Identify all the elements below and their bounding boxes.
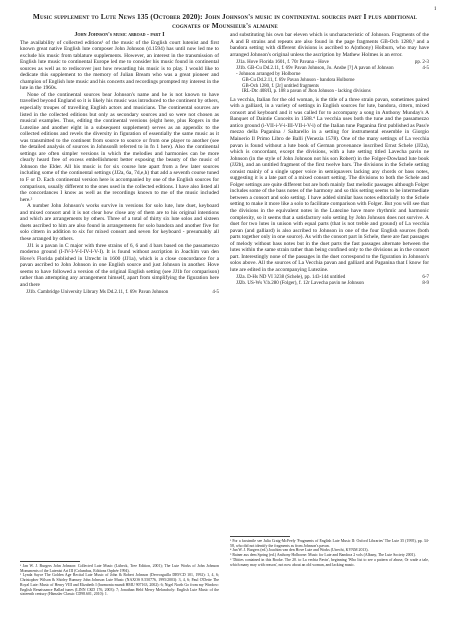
page-title: Music supplement to Lute News 135 (October 2020): John Johnson's music in continental sources part I plus additional cognates of Mounsieur's almaine	[32, 12, 418, 30]
list-item-title: JJ2a. D-Hs ND VI 3238 (Schele), pp. 143-144 untitled	[236, 275, 346, 281]
list-item	[230, 281, 429, 287]
section-heading: John Johnson's music abroad - part I	[74, 32, 165, 38]
list-item-title: JJ1b. Cambridge University Library Ms Dd.2.11, f. 69v Pavan Johnson	[26, 290, 169, 296]
paragraph: The availability of collected editions¹ of the music of the English court lutenist and first known great native English lute composer John Johnson (d.1594) has until now led me to exclude his music from tablature supplements. However, an interest in the transmission of English lute music to continental Europe led me to consider his music found in continental sources as well as to rediscover just how rewarding his music is to play. I would like to dedicate this supplement to the memory of Julian Bream who was a great pioneer and champion of English lute music and his concerts and recordings prompted my interest in the lute in the 1960s.	[20, 39, 219, 92]
left-column	[20, 32, 219, 298]
footnote: ³ For a facsimile see Julia Craig-McFeely 'Fragments of English Lute Music II: Oxford Libraries' The Lute 35 (1995), pp. 34-58, who did not identify the fragments as from Johnson's pavan.	[230, 539, 429, 548]
right-column	[230, 32, 429, 289]
list-item-title: - Johnson arranged by Holborne	[236, 72, 301, 77]
list-subitem: IRL-Dtc 408/II, p. 108 a pavan of Jhon Johnson - lacking divisions	[242, 89, 371, 95]
right-footnotes	[230, 533, 429, 567]
paragraph: JJ1 is a pavan in C major with three strains of 6, 6 and 4 bars based on the passamezzo moderno ground (I-IV-I-V-I-IV-I-V-I). It is found without ascription in Joachim van den Hove's Florida published in Utrecht in 1600 (JJ1a), which is a close concordance for a pavan ascribed to John Johnson in one English source and just Johnson in another. Hove seems to have followed a version of the original English setting (see JJ1b for comparison) rather than attempting any arrangement himself, apart from simplifying the figuration here and there	[20, 242, 219, 288]
list-item-title: JJ2b. US-Ws V.b.280 (Folger), f. 12r Lavecha pavin ne Johnson	[236, 281, 364, 287]
list-subitem: GB-Cu Dd.2.11, f. 69v Pavan Johnson - bandora Holborne	[242, 77, 355, 83]
page-number: i	[434, 6, 436, 12]
paragraph: A number John Johnson's works survive in versions for solo lute, lute duet, keyboard and mixed consort and it is not clear how close any of them are to his original intentions and which are arrangements by others. Three of a total of thirty six lute solos and sixteen duets ascribed to him are also found in arrangements for solo bandora and another five for solo cittern in addition to six for mixed consort and seven for keyboard - presumably all these arranged by others.	[20, 203, 219, 242]
list-item-pages: 6-7	[422, 275, 429, 281]
footnote: ⁶ 'Ditties contained in this Booke. The 20. to La vechia Pavin', beginning 'Who list to see a pattern of abuse, Or wade a tale, which many may with reason', not now about an old woman, and lacking music.	[230, 557, 429, 567]
footnote: ⁴ Jan W. J. Burgers (ed.) Joachim van den Hove Lute and Works (Utrecht, KVNM 2013).	[230, 548, 369, 553]
list-item-pages: 4-5	[422, 66, 429, 72]
music-list	[230, 275, 429, 287]
list-item	[20, 290, 219, 296]
list-item-pages: pp. 2-3	[414, 60, 429, 66]
footnote-divider	[20, 561, 80, 562]
footnote: ¹ Jan W. J. Burgers John Johnson: Collected Lute Music (Lübeck, Tree Edition, 2001); The Lute Works of John Johnson Monuments of the Lutenist Art III (Columbus, Editions Orphée 1994).	[20, 564, 219, 573]
list-subitem: GB-Och 1280, f. [2r] untitled fragments	[242, 83, 319, 89]
list-item-title: JJ1a. Hove Florida 1601, f. 70r Pavana - Hove	[236, 60, 329, 66]
list-item-pages: 4-5	[212, 290, 219, 296]
footnote: ⁵ Rainer aus dem Spring (ed.) Anthony Holborne: Music for Lute and Bandora 2 vols (Albany, The Lute Society 2001).	[230, 553, 416, 558]
paragraph: None of the continental sources bear Johnson's name and he is not known to have travelled beyond England so it is likely his music was introduced to the continent by others, especially troupes of travelling English actors and musicians. The continental sources are listed in the collected editions but only as secondary sources and so were not chosen as musical examples. Thus, editing the continental versions (eight here, plus Rogers in the Lutezine and another eight in a subsequent supplement) serves as an appendix to the collected editions and revels the diversity in figuration of essentially the same music as it was transmitted to the continent from source to source or from one player to another (see the detailed analysis of sources in JohnsonB referred to in fn 1 here). Also the continental settings are often simpler versions in which the melodies and harmonies can be more clearly heard free of excess embellishment better exposing the beauty of the music of Johnson the Elder. All his music is for six course lute apart from a few later sources including some of the continental settings (JJ2a, 6a, 7d,e,h) that add a seventh course tuned to F or D. Each continental version here is accompanied by one of the English sources for comparison, usually different to the ones used in the collected editions. I have also listed all the concordances I know as well as the recordings known to me of the music included here.²	[20, 91, 219, 203]
music-list	[20, 290, 219, 296]
list-item-title: JJ1b. GB-Cu Dd.2.11, f. 69v Pavan Johnson, Jo. Ansbe [?] A pavan of Johnson	[236, 66, 394, 72]
paragraph: and substituting his own bar eleven which is uncharacteristic of Johnson. Fragments of the A and B strains and repeats are also found in the page fragments GB-Och 1280,³ and a bandora setting with different divisions is ascribed to A(nthony) Holburn, who may have arranged Johnson's original unless the ascription by Mathew Holmes is an error.	[230, 32, 429, 58]
paragraph: La vecchia, Italian for the old woman, is the title of a three strain pavan, sometimes paired with a galliard, in a variety of settings in English sources for lute, bandora, cittern, mixed consort and keyboard and it was called for to accompany a song in Anthony Munday's A Banquet of Daintie Conceits in 1588.⁴ La vecchia uses both the tune and the passamezzo antico ground (i-VII-i-V-i-III-VII-i-V-i) of the Italian tune Paganina first published as Pass'e mezzo della Paganina / Saltarello in a setting for instrumental ensemble in Giorgio Mainerio Il Primo Libro de Balli (Venezia 1578). One of the many settings of La vecchia pavan is found without a lute book of German provenance inscribed Ernst Schele (JJ2a), which is concordant, except the divisions, with a lute setting titled Lavecha pavin ne Johnson (in the style of John Johnson not his son Robert) in the Folger-Dowland lute book (JJ2b), and an untitled fragment of the first twelve bars. The divisions in the Schele setting consist mainly of a single upper voice in semiquavers lacking any chords or bass notes, suggesting it is a late part of a mixed consort setting. The divisions to both the Schele and Folger settings are quite different but are both mainly fast melodic passages although Folger includes some of the bass notes of the harmony and so this setting seems to be intermediate between a consort and solo setting. I have added similar bass notes editorially to the Schele setting to make it more like a solo to facilitate comparison with Folger. But you will see that the divisions in the equivalent notes in the Lutezine have more rhythmic and harmonic complexity, so it seems that a satisfactory solo setting by John Johnson does not survive. A duet for two lutes in unison with equal parts (that is not treble and ground) of La vecchia pavan (and galliard) is also ascribed to Johnson in one of the four English sources (both parts together only in one source). As with the consort part in Schele, there are fast passages of melody without bass notes but in the duet parts the fast passages alternate between the lutes within the same strain rather than being confined only to the divisions as in the consort part. Interestingly none of the passages in the duet correspond to the figuration in Johnson's solos above. All the sources of La Vecchia pavan and galliard and Paganina that I know for lute are edited in the accompanying Lutezine.	[230, 96, 429, 273]
music-list	[230, 60, 429, 95]
footnote: ² Lynda Sayce The Golden Age Recital Lute Music of John & Robert Johnson (Dervorguilla DRVCD 101, 1992): 1, 4, 6; Christopher Wilson & Shirley Rumsey John Johnson Lute Music (NAXOS 8.550776, 1995/2003): 3, 4, 6; Paul O'Dette The Royal Lute: Music of Henry VIII and Elizabeth I (harmonia mundi HMU 907163, 2002): 6; Nigel North Go from my Window: English Renaissance Ballad tunes (LINN CKD 176, 2003): 7; Jonathan Held Merry Melancholy: English Lute Music of the sixteenth century (Hänssler Classic CD98.601, 2010): 1.	[20, 573, 219, 597]
list-item-pages: 8-9	[422, 281, 429, 287]
footnote-divider	[230, 536, 290, 537]
left-footnotes	[20, 558, 219, 597]
